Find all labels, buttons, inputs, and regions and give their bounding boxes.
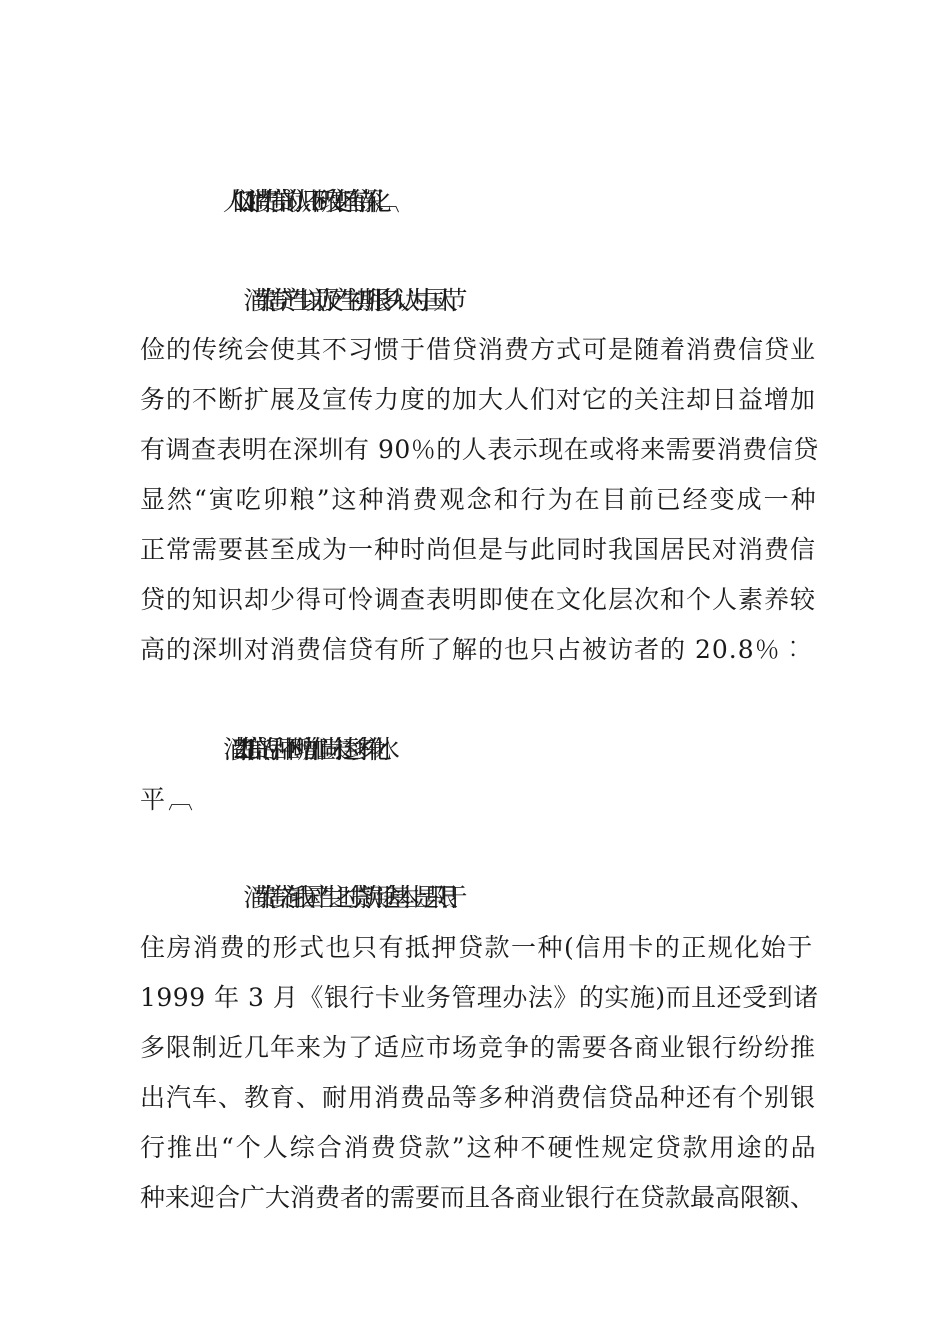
paragraph-line: 出汽车、教育、耐用消费品等多种消费信贷品种还有个别银: [140, 1083, 817, 1112]
paragraph-line: 俭的传统会使其不习惯于借贷消费方式可是随着消费信贷业: [140, 335, 817, 364]
paragraph-line: 住房消费的形式也只有抵押贷款一种(信用卡的正规化始于: [140, 933, 814, 962]
paragraph-line: 务的不断扩展及宣传力度的加大人们对它的关注却日益增加: [140, 385, 817, 414]
paragraph-line: 消费信贷在我国产生之时贷款用途基本上是只限于: [243, 883, 453, 912]
paragraph-line: 高的深圳对消费信贷有所了解的也只占被访者的 20.8％︰: [140, 635, 807, 664]
section-heading: 平︹: [140, 785, 197, 814]
paragraph-line: 正常需要甚至成为一种时尚但是与此同时我国居民对消费信: [140, 535, 817, 564]
paragraph-line: 贷的知识却少得可怜调查表明即使在文化层次和个人素养较: [140, 585, 817, 614]
section-heading: 1.1 人们对消费信贷的认识不断改变但有待深化︹: [243, 187, 383, 216]
paragraph-line: 种来迎合广大消费者的需要而且各商业银行在贷款最高限额、: [140, 1183, 816, 1212]
paragraph-line: 行推出“个人综合消费贷款”这种不硬性规定贷款用途的品: [140, 1133, 818, 1162]
paragraph-line: 消费信贷产生以前及产生初期很多人认为中国人节: [243, 286, 453, 315]
paragraph-line: 显然“寅吃卯粮”这种消费观念和行为在目前已经变成一种: [140, 485, 818, 514]
section-heading: 1.2 消费信贷的品种不断增加但尚未达到多样化水: [243, 735, 383, 764]
paragraph-line: 1999 年 3 月《银行卡业务管理办法》的实施)而且还受到诸: [140, 983, 819, 1012]
paragraph-line: 有调查表明在深圳有 90％的人表示现在或将来需要消费信贷: [140, 435, 819, 464]
paragraph-line: 多限制近几年来为了适应市场竞争的需要各商业银行纷纷推: [140, 1033, 817, 1062]
